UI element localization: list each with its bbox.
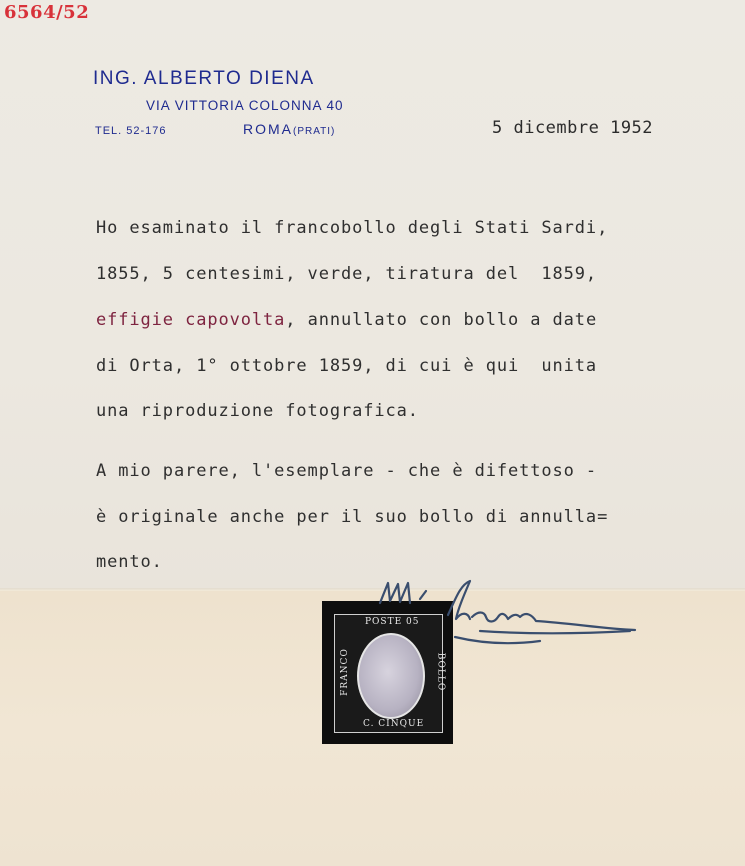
- stamp-bottom-text: C. CINQUE: [363, 719, 425, 729]
- certificate-date: 5 dicembre 1952: [492, 118, 654, 138]
- body-line: una riproduzione fotografica.: [96, 401, 419, 421]
- body-text: , annullato con bollo a date: [285, 310, 598, 330]
- body-line: Ho esaminato il francobollo degli Stati Sardi,: [96, 218, 609, 238]
- reference-number: 6564/52: [4, 2, 90, 23]
- letterhead-address: VIA VITTORIA COLONNA 40: [146, 98, 344, 113]
- city-name: ROMA: [243, 121, 293, 137]
- stamp-right-text: BOLLO: [435, 652, 446, 692]
- letterhead-telephone: TEL. 52-176: [95, 125, 167, 137]
- highlight-text: effigie capovolta: [96, 310, 286, 330]
- body-line: 1855, 5 centesimi, verde, tiratura del 1859,: [96, 264, 598, 284]
- body-line: mento.: [96, 552, 163, 572]
- body-line: è originale anche per il suo bollo di annulla=: [96, 507, 609, 527]
- city-note: (PRATI): [293, 126, 336, 137]
- body-line: di Orta, 1° ottobre 1859, di cui è qui unita: [96, 356, 598, 376]
- stamp-left-text: FRANCO: [339, 648, 350, 696]
- letterhead-city: [243, 121, 335, 137]
- letterhead-name: ING. ALBERTO DIENA: [93, 68, 315, 89]
- signature: [360, 575, 650, 665]
- body-line: A mio parere, l'esemplare - che è difettoso -: [96, 461, 598, 481]
- stamp-top-text: POSTE 05: [365, 617, 420, 627]
- body-line: [96, 310, 597, 330]
